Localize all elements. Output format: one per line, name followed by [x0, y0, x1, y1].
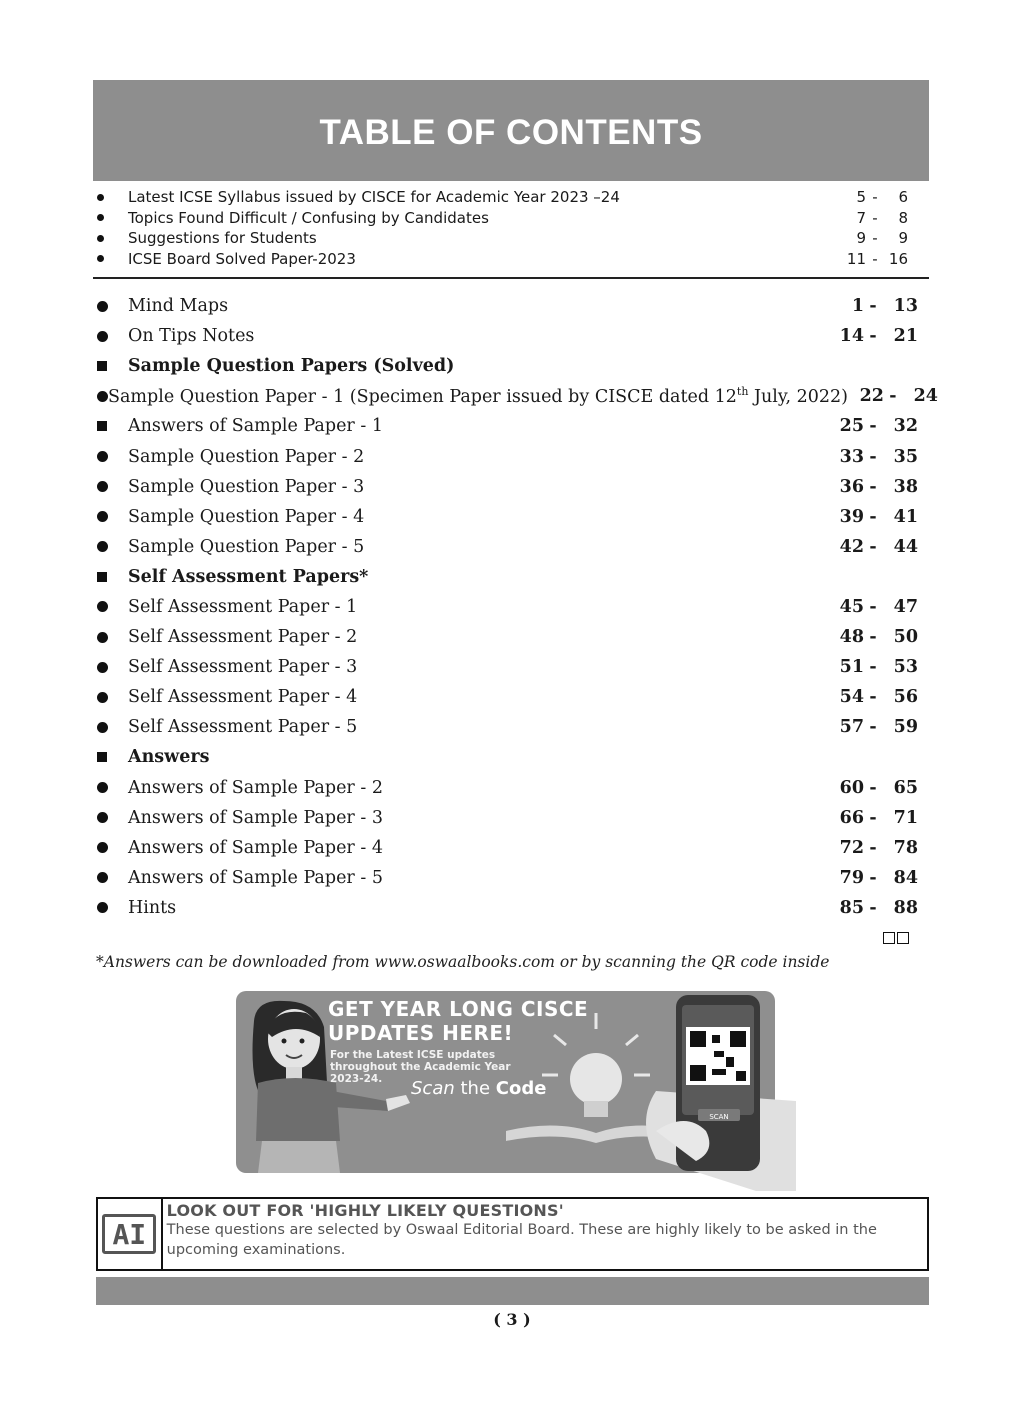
bullet-icon: [96, 511, 128, 522]
toc-entry: Answers of Sample Paper - 2 60 - 65: [96, 773, 918, 803]
toc-entry: Sample Question Paper - 2 33 - 35: [96, 441, 918, 471]
toc-entry: Sample Question Paper - 5 42 - 44: [96, 532, 918, 562]
phone-qr-icon: [646, 995, 796, 1191]
bullet-icon: [96, 601, 128, 612]
square-bullet-icon: [96, 572, 128, 582]
bullet-icon: [96, 331, 128, 342]
toc-entry: Answers of Sample Paper - 1 25 - 32: [96, 411, 918, 441]
page-number: ( 3 ): [493, 1310, 531, 1329]
title-banner: [93, 80, 929, 181]
toc-entry: Answers of Sample Paper - 3 66 - 71: [96, 803, 918, 833]
bullet-icon: [96, 391, 108, 402]
square-bullet-icon: [96, 361, 128, 371]
bullet-icon: [96, 194, 128, 201]
square-bullet-icon: [96, 421, 128, 431]
square-bullet-icon: [96, 752, 128, 762]
bullet-icon: [96, 235, 128, 242]
toc-entry: Self Assessment Paper - 4 54 - 56: [96, 682, 918, 712]
toc-section-heading: Sample Question Papers (Solved): [96, 351, 918, 381]
list-item: Latest ICSE Syllabus issued by CISCE for Academic Year 2023 –24 5 - 6: [96, 187, 908, 208]
footnote: *Answers can be downloaded from www.oswaalbooks.com or by scanning the QR code inside: [96, 953, 830, 971]
toc-entry: Sample Question Paper - 4 39 - 41: [96, 502, 918, 532]
bullet-icon: [96, 722, 128, 733]
toc-section-heading: Self Assessment Papers*: [96, 562, 918, 592]
toc-entry: Mind Maps 1 - 13: [96, 291, 918, 321]
promo-subtext: For the Latest ICSE updates throughout the Academic Year 2023-24.: [330, 1049, 511, 1085]
divider: [93, 277, 929, 279]
bullet-icon: [96, 541, 128, 552]
bullet-icon: [96, 812, 128, 823]
toc-entry: Sample Question Paper - 1 (Specimen Paper issued by CISCE dated 12th July, 2022) 22 - 24: [96, 381, 918, 411]
bullet-icon: [96, 842, 128, 853]
toc-section-heading: Answers: [96, 742, 918, 772]
callout-title: LOOK OUT FOR 'HIGHLY LIKELY QUESTIONS': [166, 1201, 564, 1220]
list-item: Topics Found Difficult / Confusing by Candidates 7 - 8: [96, 208, 908, 229]
toc-entry: Sample Question Paper - 3 36 - 38: [96, 472, 918, 502]
toc-entry: Answers of Sample Paper - 4 72 - 78: [96, 833, 918, 863]
list-item: Suggestions for Students 9 - 9: [96, 228, 908, 249]
bullet-icon: [96, 451, 128, 462]
front-matter-list: [96, 187, 908, 269]
highly-likely-callout: [96, 1197, 929, 1271]
phone-scan-label: SCAN: [709, 1113, 729, 1121]
toc-entry: On Tips Notes 14 - 21: [96, 321, 918, 351]
bullet-icon: [96, 481, 128, 492]
ai-icon: AI: [102, 1214, 156, 1254]
promo-scan-text: Scan the Code: [411, 1078, 547, 1099]
contents-list: [96, 291, 938, 923]
bullet-icon: [96, 662, 128, 673]
promo-headline: GET YEAR LONG CISCE UPDATES HERE!: [328, 997, 589, 1045]
bullet-icon: [96, 214, 128, 221]
bullet-icon: [96, 301, 128, 312]
qr-promo-banner: [236, 991, 775, 1173]
bullet-icon: [96, 255, 128, 262]
callout-description: These questions are selected by Oswaal Editorial Board. These are highly likely to be asked in the upcoming examinations.: [166, 1222, 877, 1258]
toc-entry: Hints 85 - 88: [96, 893, 918, 923]
bullet-icon: [96, 692, 128, 703]
end-mark-icon: [883, 932, 909, 944]
page-title: TABLE OF CONTENTS: [319, 112, 703, 152]
bullet-icon: [96, 872, 128, 883]
toc-entry: Answers of Sample Paper - 5 79 - 84: [96, 863, 918, 893]
toc-entry: Self Assessment Paper - 3 51 - 53: [96, 652, 918, 682]
bullet-icon: [96, 632, 128, 643]
toc-entry: Self Assessment Paper - 5 57 - 59: [96, 712, 918, 742]
bullet-icon: [96, 902, 128, 913]
bullet-icon: [96, 782, 128, 793]
toc-entry: Self Assessment Paper - 1 45 - 47: [96, 592, 918, 622]
bottom-bar: [96, 1277, 929, 1305]
list-item: ICSE Board Solved Paper-2023 11 - 16: [96, 249, 908, 270]
toc-entry: Self Assessment Paper - 2 48 - 50: [96, 622, 918, 652]
